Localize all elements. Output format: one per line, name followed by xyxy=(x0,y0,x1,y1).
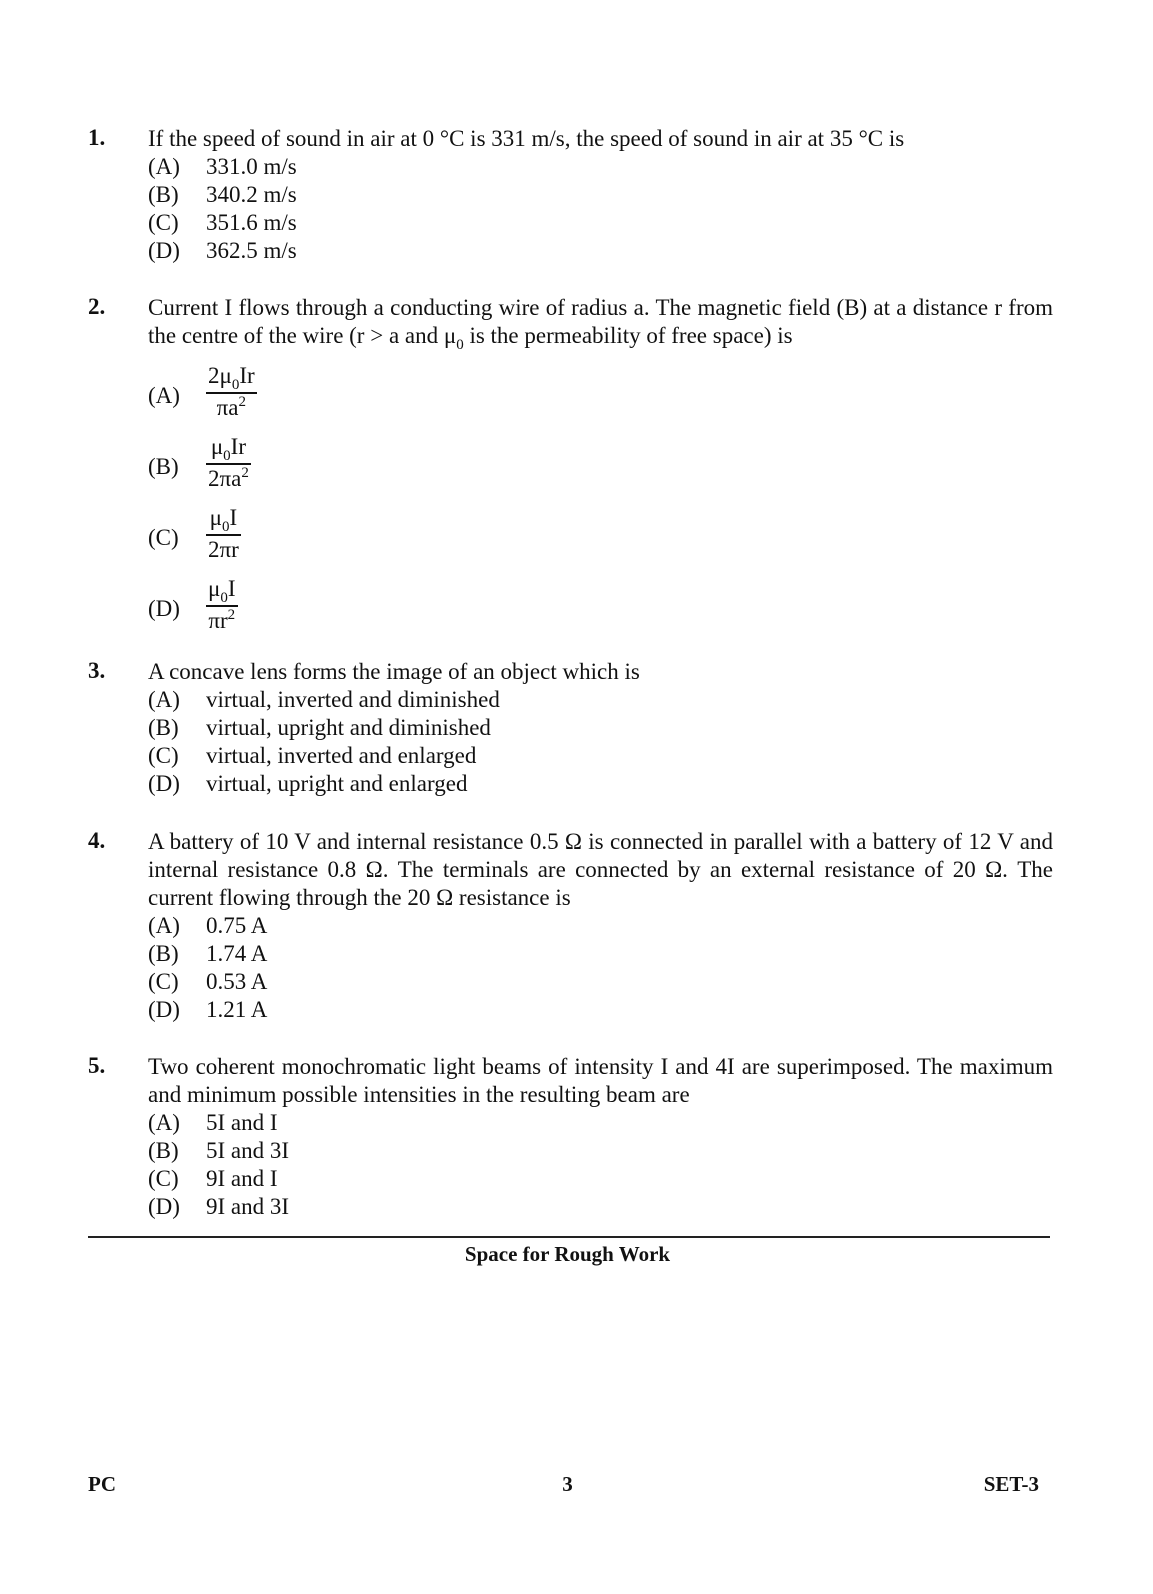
numerator-post: Ir xyxy=(239,363,255,388)
option-label: (C) xyxy=(148,210,179,235)
option-a[interactable] xyxy=(148,363,1053,434)
option-value: 9I and 3I xyxy=(206,1194,290,1219)
denominator-sup: 2 xyxy=(227,606,236,623)
question-3 xyxy=(88,658,1053,798)
question-number: 5. xyxy=(88,1053,106,1078)
option-a[interactable] xyxy=(148,912,1053,940)
option-value: 351.6 m/s xyxy=(206,210,297,235)
set-label: SET-3 xyxy=(983,1472,1039,1496)
denominator-sup: 2 xyxy=(241,464,249,481)
numerator-sub: 0 xyxy=(231,377,240,393)
numerator-sub: 0 xyxy=(220,590,228,606)
numerator-pre: μ xyxy=(209,505,222,530)
option-d[interactable] xyxy=(148,1193,1053,1221)
mu-subscript: 0 xyxy=(456,337,464,353)
option-label: (B) xyxy=(148,1138,179,1163)
divider-line xyxy=(88,1236,1050,1238)
question-5 xyxy=(88,1053,1053,1221)
option-label: (C) xyxy=(148,525,179,550)
option-value: 0.53 A xyxy=(206,969,268,994)
question-number: 1. xyxy=(88,125,106,150)
option-d[interactable] xyxy=(148,996,1053,1024)
option-label: (C) xyxy=(148,1166,179,1191)
option-value: 0.75 A xyxy=(206,913,268,938)
numerator-post: I xyxy=(229,505,238,530)
option-label: (A) xyxy=(148,383,180,408)
option-value: virtual, upright and diminished xyxy=(206,715,491,740)
option-label: (C) xyxy=(148,969,179,994)
fraction xyxy=(206,434,251,496)
option-a[interactable] xyxy=(148,686,1053,714)
option-label: (A) xyxy=(148,154,180,179)
numerator xyxy=(209,434,248,463)
option-label: (D) xyxy=(148,997,180,1022)
option-b[interactable] xyxy=(148,434,1053,505)
option-d[interactable] xyxy=(148,237,1053,265)
fraction xyxy=(206,576,238,638)
option-c[interactable] xyxy=(148,1165,1053,1193)
denominator-pre: 2πa xyxy=(208,465,242,491)
option-b[interactable] xyxy=(148,714,1053,742)
option-value: 1.21 A xyxy=(206,997,268,1022)
question-text: A battery of 10 V and internal resistance 0.5 Ω is connected in parallel with a battery of 12 V and internal resistance 0.8 Ω. The terminals are connected by an external resistance of 20 Ω. The current flowing through the 20 Ω resistance is xyxy=(148,829,1053,910)
option-d[interactable] xyxy=(148,770,1053,798)
option-label: (B) xyxy=(148,182,179,207)
option-label: (C) xyxy=(148,743,179,768)
question-2 xyxy=(88,294,1053,647)
fraction xyxy=(206,505,241,567)
option-c[interactable] xyxy=(148,968,1053,996)
numerator-pre: μ xyxy=(210,434,224,459)
denominator-pre: πr xyxy=(208,607,228,633)
option-label: (D) xyxy=(148,596,180,621)
numerator xyxy=(206,363,257,392)
option-value: virtual, upright and enlarged xyxy=(206,771,468,796)
numerator-sub: 0 xyxy=(223,448,231,464)
question-text: Two coherent monochromatic light beams of intensity I and 4I are superimposed. The maximum and minimum possible intensities in the resulting beam are xyxy=(148,1054,1053,1107)
numerator-post: Ir xyxy=(230,434,246,459)
page-number: 3 xyxy=(562,1472,573,1496)
option-value: virtual, inverted and enlarged xyxy=(206,743,477,768)
question-text: If the speed of sound in air at 0 °C is 331 m/s, the speed of sound in air at 35 °C is xyxy=(148,126,905,151)
option-c[interactable] xyxy=(148,209,1053,237)
option-label: (D) xyxy=(148,1194,180,1219)
option-label: (B) xyxy=(148,941,179,966)
option-label: (B) xyxy=(148,715,179,740)
rough-work-label: Space for Rough Work xyxy=(464,1242,671,1266)
option-value: 5I and 3I xyxy=(206,1138,290,1163)
denominator-pre: 2πr xyxy=(208,536,239,562)
option-label: (D) xyxy=(148,238,180,263)
numerator-pre: μ xyxy=(208,576,221,601)
option-a[interactable] xyxy=(148,153,1053,181)
denominator xyxy=(206,465,251,496)
option-value: 362.5 m/s xyxy=(206,238,297,263)
option-value: 340.2 m/s xyxy=(206,182,297,207)
question-text xyxy=(148,294,1053,353)
option-value: virtual, inverted and diminished xyxy=(206,687,500,712)
question-1 xyxy=(88,125,1053,265)
denominator xyxy=(206,607,237,638)
question-number: 2. xyxy=(88,294,106,319)
numerator-pre: 2μ xyxy=(208,363,232,388)
question-number: 4. xyxy=(88,828,106,853)
numerator xyxy=(206,576,238,605)
fraction xyxy=(206,363,257,425)
question-number: 3. xyxy=(88,658,106,683)
option-b[interactable] xyxy=(148,1137,1053,1165)
numerator-sub: 0 xyxy=(221,519,230,535)
denominator xyxy=(215,394,248,425)
option-label: (A) xyxy=(148,1110,180,1135)
option-value: 5I and I xyxy=(206,1110,278,1135)
option-d[interactable] xyxy=(148,576,1053,647)
option-label: (D) xyxy=(148,771,180,796)
question-text-part2: is the permeability of free space) is xyxy=(463,323,793,348)
option-b[interactable] xyxy=(148,940,1053,968)
option-value: 1.74 A xyxy=(206,941,268,966)
option-a[interactable] xyxy=(148,1109,1053,1137)
denominator xyxy=(206,536,241,567)
option-value: 9I and I xyxy=(206,1166,278,1191)
footer-code: PC xyxy=(88,1472,116,1496)
question-text: A concave lens forms the image of an object which is xyxy=(148,659,640,684)
option-c[interactable] xyxy=(148,742,1053,770)
option-label: (A) xyxy=(148,913,180,938)
numerator xyxy=(208,505,240,534)
denominator-sup: 2 xyxy=(238,393,246,410)
option-b[interactable] xyxy=(148,181,1053,209)
option-c[interactable] xyxy=(148,505,1053,576)
option-label: (A) xyxy=(148,687,180,712)
question-text-part1: Current I flows through a conducting wire of radius a. The magnetic field (B) at a distance r from the centre of the wire (r > a and μ xyxy=(148,295,1053,348)
option-value: 331.0 m/s xyxy=(206,154,297,179)
option-label: (B) xyxy=(148,454,179,479)
numerator-post: I xyxy=(227,576,236,601)
denominator-pre: πa xyxy=(216,394,239,420)
question-4 xyxy=(88,828,1053,1024)
